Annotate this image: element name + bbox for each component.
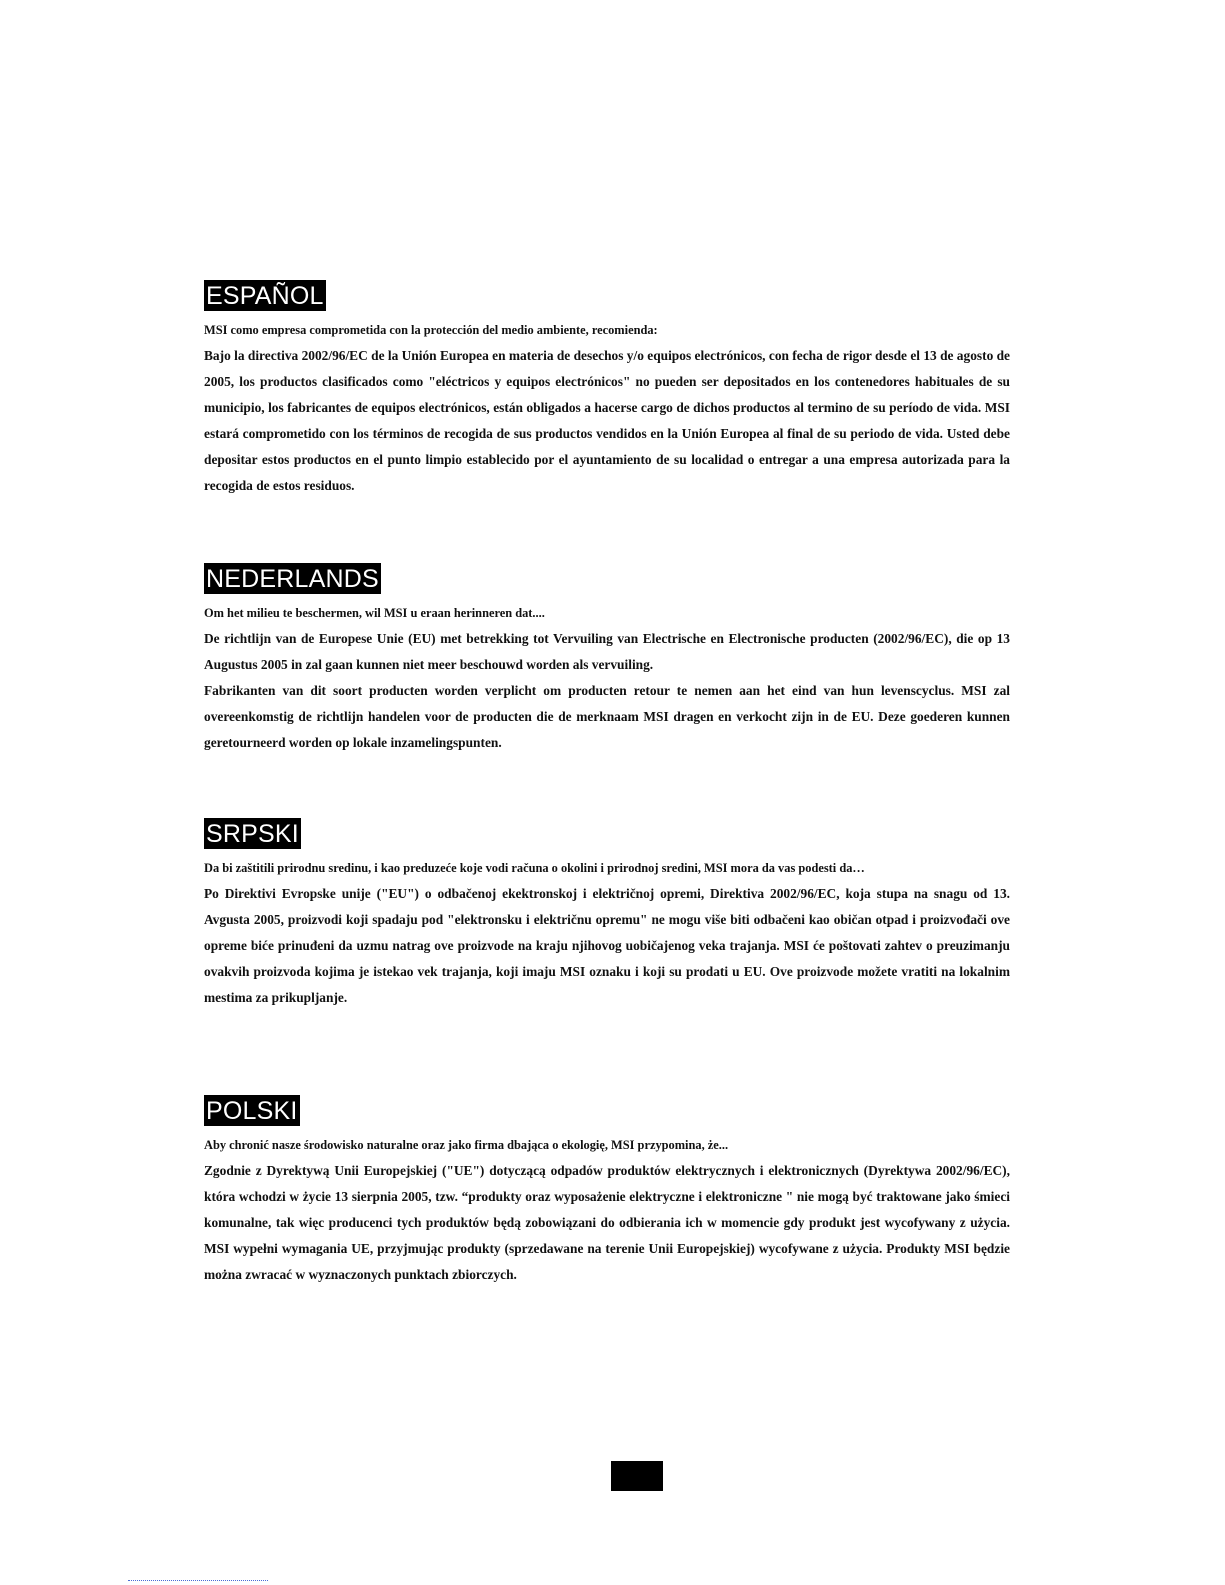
page-number-box bbox=[611, 1461, 663, 1491]
section-nederlands bbox=[204, 563, 1010, 756]
section-intro: Aby chronić nasze środowisko naturalne oraz jako firma dbająca o ekologię, MSI przypomina, że... bbox=[204, 1138, 729, 1152]
section-heading: POLSKI bbox=[206, 1097, 298, 1125]
section-heading: NEDERLANDS bbox=[206, 565, 379, 593]
section-polski bbox=[204, 1095, 1010, 1288]
section-body: De richtlijn van de Europese Unie (EU) met betrekking tot Vervuiling van Electrische en Electronische producten (2002/96/EC), die op 13 Augustus 2005 in zal gaan kunnen niet meer beschouwd worden als vervuiling. bbox=[204, 631, 1010, 672]
bottom-dotted-line bbox=[128, 1580, 268, 1581]
section-intro: Om het milieu te beschermen, wil MSI u eraan herinneren dat.... bbox=[204, 606, 545, 620]
section-espanol bbox=[204, 280, 1010, 499]
section-body: Po Direktivi Evropske unije ("EU") o odbačenoj ekektronskoj i električnoj opremi, Direktiva 2002/96/EC, koja stupa na snagu od 13. Avgusta 2005, proizvodi koji spadaju pod "elektronsku i električnu opremu" ne mogu više biti odbačeni kao običan otpad i proizvođači ove opreme biće prinuđeni da uzmu natrag ove proizvode na kraju njihovog uobičajenog veka trajanja. MSI će poštovati zahtev o preuzimanju ovakvih proizvoda kojima je istekao vek trajanja, koji imaju MSI oznaku i koji su prodati u EU. Ove proizvode možete vratiti na lokalnim mestima za prikupljanje. bbox=[204, 886, 1010, 1005]
section-heading: ESPAÑOL bbox=[206, 282, 324, 310]
section-body: Bajo la directiva 2002/96/EC de la Unión Europea en materia de desechos y/o equipos electrónicos, con fecha de rigor desde el 13 de agosto de 2005, los productos clasificados como "eléctricos y equipos electrónicos" no pueden ser depositados en los contenedores habituales de su municipio, los fabricantes de equipos electrónicos, están obligados a hacerse cargo de dichos productos al termino de su período de vida. MSI estará comprometido con los términos de recogida de sus productos vendidos en la Unión Europea al final de su periodo de vida. Usted debe depositar estos productos en el punto limpio establecido por el ayuntamiento de su localidad o entregar a una empresa autorizada para la recogida de estos residuos. bbox=[204, 348, 1011, 493]
section-heading: SRPSKI bbox=[206, 820, 299, 848]
section-intro: MSI como empresa comprometida con la protección del medio ambiente, recomienda: bbox=[204, 323, 658, 337]
section-body: Zgodnie z Dyrektywą Unii Europejskiej ("UE") dotyczącą odpadów produktów elektrycznych i elektronicznych (Dyrektywa 2002/96/EC), która wchodzi w życie 13 sierpnia 2005, tzw. “produkty oraz wyposażenie elektryczne i elektroniczne " nie mogą być traktowane jako śmieci komunalne, tak więc producenci tych produktów będą zobowiązani do odbierania ich w momencie gdy produkt jest wycofywany z użycia. MSI wypełni wymagania UE, przyjmując produkty (sprzedawane na terenie Unii Europejskiej) wycofywane z użycia. Produkty MSI będzie można zwracać w wyznaczonych punktach zbiorczych. bbox=[204, 1163, 1010, 1282]
section-body-2: Fabrikanten van dit soort producten worden verplicht om producten retour te nemen aan het eind van hun levenscyclus. MSI zal overeenkomstig de richtlijn handelen voor de producten die de merknaam MSI dragen en verkocht zijn in de EU. Deze goederen kunnen geretourneerd worden op lokale inzamelingspunten. bbox=[204, 683, 1010, 750]
section-intro: Da bi zaštitili prirodnu sredinu, i kao preduzeće koje vodi računa o okolini i prirodnoj sredini, MSI mora da vas podesti da… bbox=[204, 861, 865, 875]
section-srpski bbox=[204, 818, 1010, 1011]
